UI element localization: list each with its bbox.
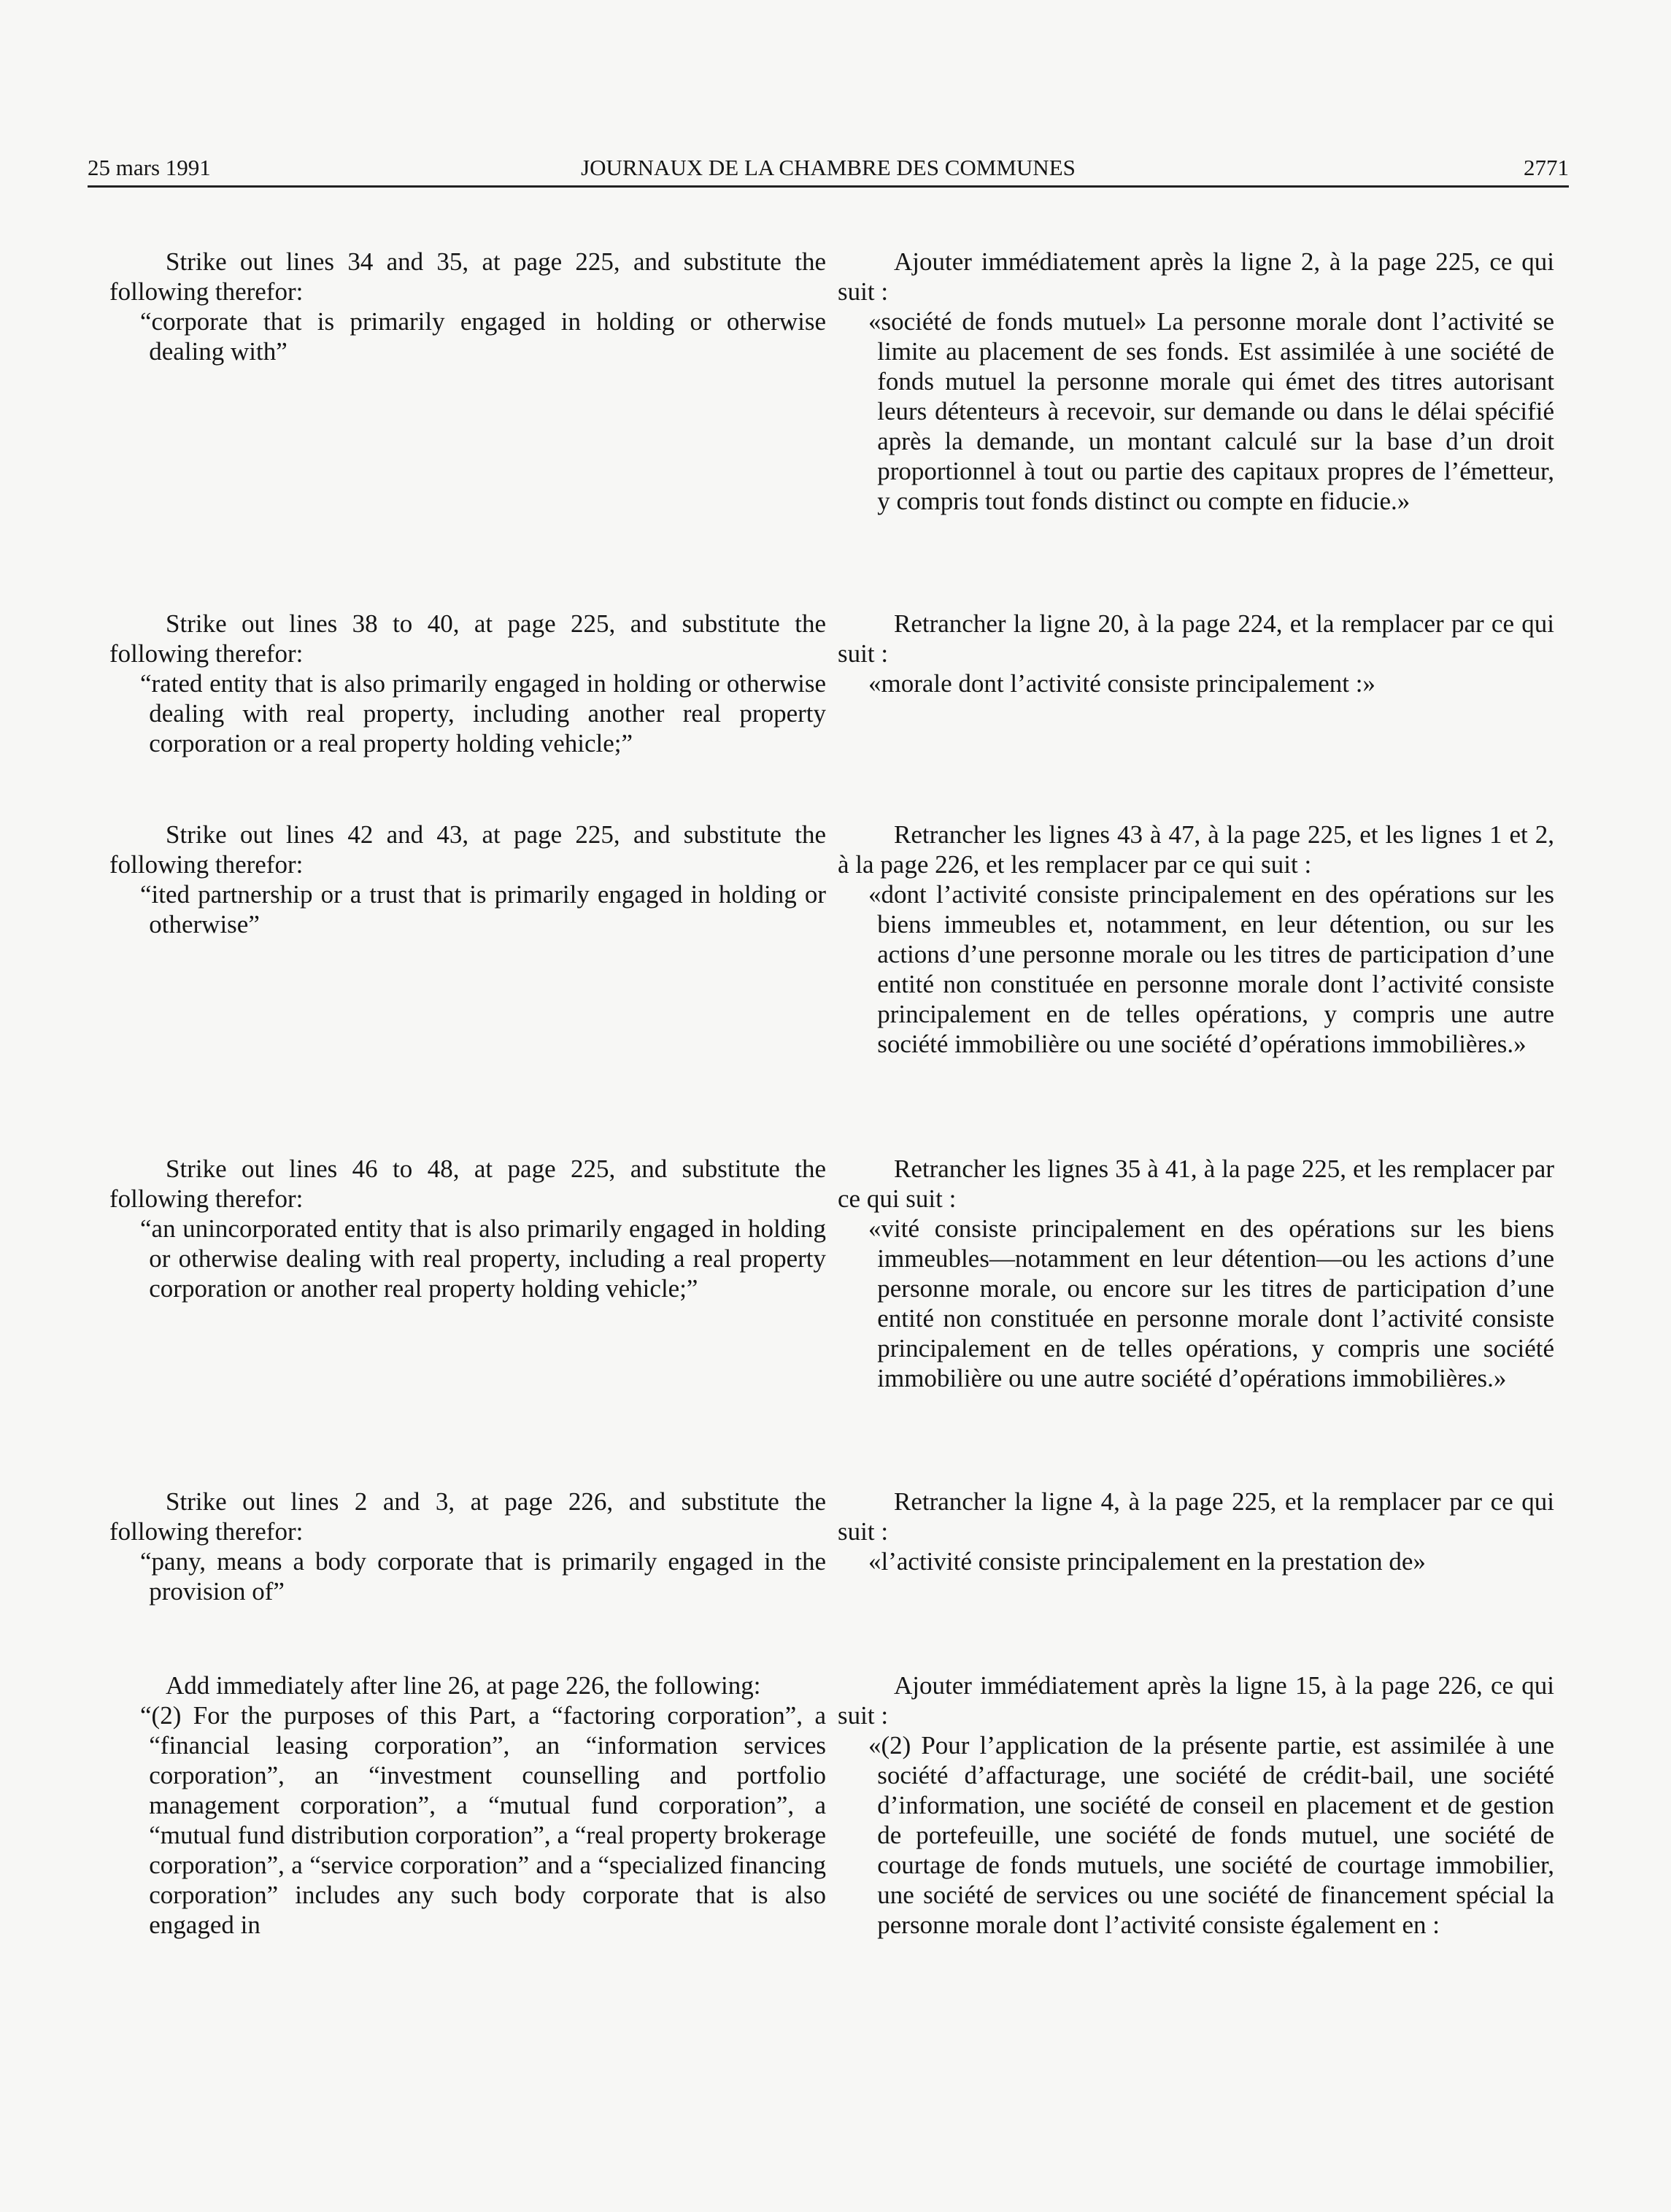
amendment-text: «société de fonds mutuel» La personne morale dont l’activité se limite au placement de ses fonds. Est assimilée à une société de fonds mutuel la personne morale qui émet des titres autorisant leurs détenteurs à recevoir, sur demande ou dans le délai spécifié après la demande, un montant calculé sur la base d’un droit proportionnel à tout ou partie des capitaux propres de l’émetteur, y compris tout fonds distinct ou compte en fiducie.» <box>868 307 1554 515</box>
header-date: 25 mars 1991 <box>88 155 211 180</box>
amendment-instruction: Strike out lines 34 and 35, at page 225, and substitute the following therefor: <box>109 247 826 306</box>
header-title: JOURNAUX DE LA CHAMBRE DES COMMUNES <box>581 155 1076 180</box>
amendment-en <box>109 1670 826 1940</box>
amendment-text: “(2) For the purposes of this Part, a “factoring corporation”, a “financial leasing corporation”, an “information services corporation”, an “investment counselling and portfolio management corporation”, a “mutual fund corporation”, a “mutual fund distribution corporation”, a “real property brokerage corporation”, a “service corporation” and a “specialized financing corporation” includes any such body corporate that is also engaged in <box>140 1701 826 1939</box>
amendment-text: “corporate that is primarily engaged in holding or otherwise dealing with” <box>140 307 826 366</box>
amendment-instruction: Strike out lines 2 and 3, at page 226, and substitute the following therefor: <box>109 1487 826 1546</box>
amendment-text: “pany, means a body corporate that is primarily engaged in the provision of” <box>140 1547 826 1606</box>
amendment-instruction: Retrancher la ligne 20, à la page 224, et la remplacer par ce qui suit : <box>838 609 1554 668</box>
amendment-fr <box>838 1154 1554 1393</box>
amendment-text: «vité consiste principalement en des opérations sur les biens immeubles—notamment en leur détention—ou les actions d’une personne morale, ou encore sur les titres de participation d’une entité non constituée en personne morale dont l’activité consiste principalement en de telles opérations, y compris une société immobilière ou une autre société d’opérations immobilières.» <box>868 1214 1554 1392</box>
amendment-text: “rated entity that is also primarily engaged in holding or otherwise dealing with real property, including another real property corporation or a real property holding vehicle;” <box>140 669 826 758</box>
amendment-en <box>109 1487 826 1606</box>
amendment-fr <box>838 1670 1554 1940</box>
amendment-text: “ited partnership or a trust that is primarily engaged in holding or otherwise” <box>140 880 826 939</box>
page-number: 2771 <box>1524 155 1569 180</box>
amendment-instruction: Retrancher les lignes 43 à 47, à la page 225, et les lignes 1 et 2, à la page 226, et les remplacer par ce qui suit : <box>838 820 1554 879</box>
amendment-fr <box>838 1487 1554 1576</box>
amendment-instruction: Ajouter immédiatement après la ligne 15, à la page 226, ce qui suit : <box>838 1671 1554 1730</box>
amendment-text: «dont l’activité consiste principalement en des opérations sur les biens immeubles et, notamment, en leur détention, ou sur les actions d’une personne morale ou les titres de participation d’une entité non constituée en personne morale dont l’activité consiste principalement en de telles opérations, y compris une autre société immobilière ou une société d’opérations immobilières.» <box>868 880 1554 1058</box>
amendment-text: “an unincorporated entity that is also primarily engaged in holding or otherwise dealing with real property, including a real property corporation or another real property holding vehicle;” <box>140 1214 826 1303</box>
amendment-en <box>109 1154 826 1303</box>
amendment-instruction: Strike out lines 42 and 43, at page 225, and substitute the following therefor: <box>109 820 826 879</box>
amendment-en <box>109 247 826 366</box>
amendment-en <box>109 609 826 758</box>
amendment-text: «morale dont l’activité consiste principalement :» <box>868 669 1375 698</box>
amendment-text: «l’activité consiste principalement en la prestation de» <box>868 1547 1426 1576</box>
page-header <box>88 152 1569 188</box>
amendment-instruction: Ajouter immédiatement après la ligne 2, à la page 225, ce qui suit : <box>838 247 1554 306</box>
amendment-fr <box>838 247 1554 516</box>
amendment-en <box>109 820 826 939</box>
amendment-instruction: Strike out lines 38 to 40, at page 225, and substitute the following therefor: <box>109 609 826 668</box>
amendment-instruction: Retrancher les lignes 35 à 41, à la page 225, et les remplacer par ce qui suit : <box>838 1155 1554 1213</box>
amendment-instruction: Add immediately after line 26, at page 226, the following: <box>166 1671 761 1700</box>
amendment-fr <box>838 820 1554 1059</box>
amendment-instruction: Strike out lines 46 to 48, at page 225, and substitute the following therefor: <box>109 1155 826 1213</box>
amendment-instruction: Retrancher la ligne 4, à la page 225, et la remplacer par ce qui suit : <box>838 1487 1554 1546</box>
amendment-text: «(2) Pour l’application de la présente partie, est assimilée à une société d’affacturage, une société de crédit-bail, une société d’information, une société de conseil en placement et de gestion de portefeuille, une société de fonds mutuel, une société de courtage de fonds mutuels, une société de courtage immobilier, une société de services ou une société de financement spécial la personne morale dont l’activité consiste également en : <box>868 1731 1554 1939</box>
amendment-fr <box>838 609 1554 698</box>
